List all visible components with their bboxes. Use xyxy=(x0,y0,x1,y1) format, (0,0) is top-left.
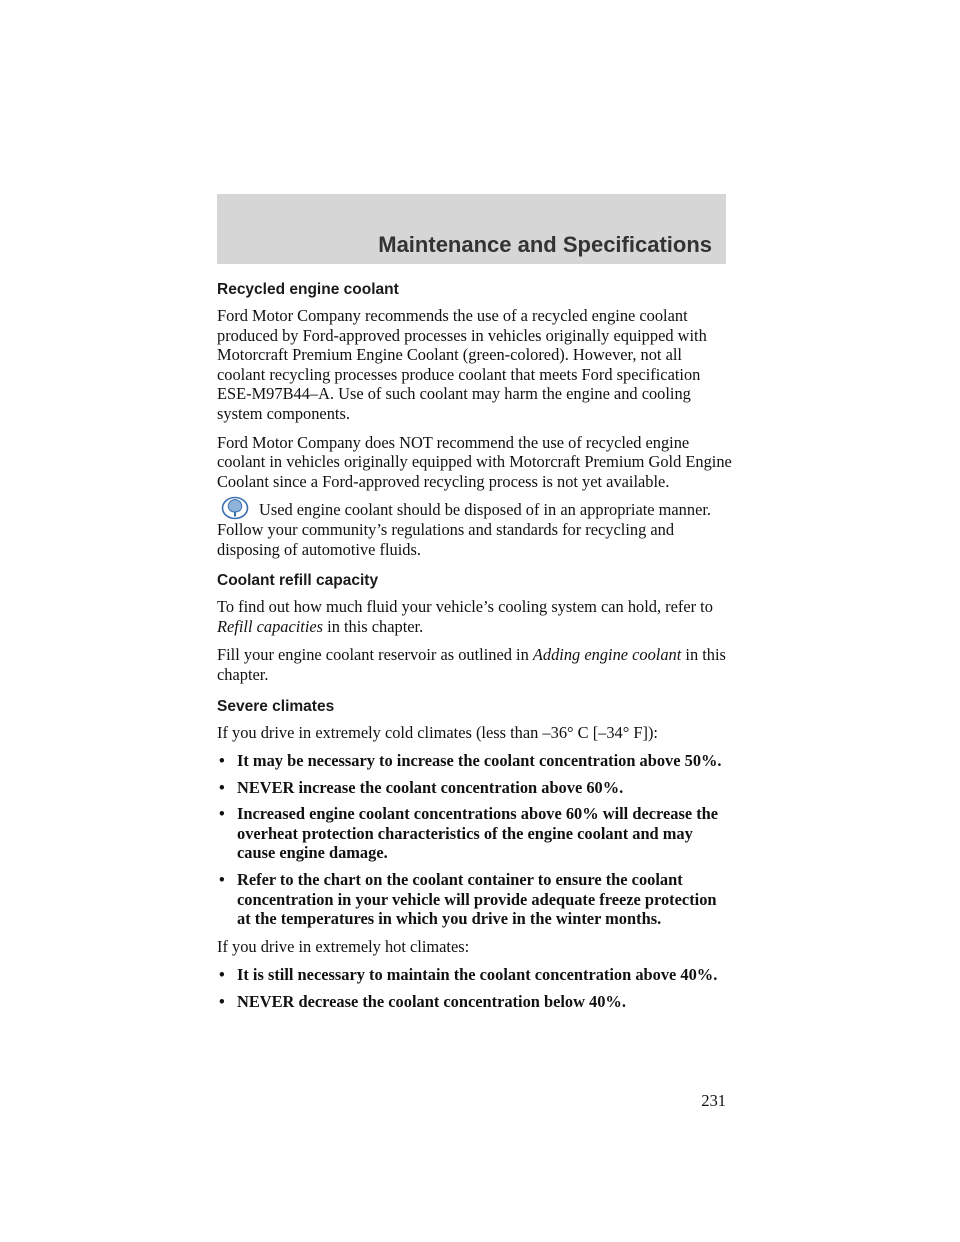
page-content xyxy=(217,280,732,1020)
list-item xyxy=(217,965,732,985)
fill-text-before: Fill your engine coolant reservoir as outlined in xyxy=(217,645,533,665)
list-item xyxy=(217,778,732,798)
list-item-text: NEVER decrease the coolant concentration below 40%. xyxy=(237,992,626,1012)
environment-note xyxy=(217,500,732,559)
list-item xyxy=(217,751,732,771)
environment-tree-icon xyxy=(221,496,249,520)
bullet-marker: • xyxy=(219,804,225,824)
adding-engine-coolant-reference: Adding engine coolant xyxy=(532,645,682,665)
list-item xyxy=(217,804,732,863)
fill-text-after: in this chapter. xyxy=(217,645,726,684)
cold-climate-bullets xyxy=(217,751,732,929)
section-title: Maintenance and Specifications xyxy=(378,232,712,257)
refill-text-after: in this chapter. xyxy=(323,616,424,636)
paragraph-refill-capacities xyxy=(217,597,732,636)
section-header-band xyxy=(217,194,726,264)
hot-climate-bullets xyxy=(217,965,732,1011)
list-item-text: Refer to the chart on the coolant container to ensure the coolant concentration in your vehicle will provide adequate freeze protection at the temperatures in which you drive in the winter months. xyxy=(237,870,717,929)
heading-coolant-refill-capacity: Coolant refill capacity xyxy=(217,572,379,590)
heading-recycled-engine-coolant: Recycled engine coolant xyxy=(217,281,399,298)
environment-note-text: Used engine coolant should be disposed of in an appropriate manner. Follow your community’s regulations and standards for recycling and disposing of automotive fluids. xyxy=(217,500,711,559)
paragraph-cold-climates-intro: If you drive in extremely cold climates (less than –36° C [–34° F]): xyxy=(217,722,658,742)
refill-capacities-reference: Refill capacities xyxy=(217,616,324,636)
list-item xyxy=(217,992,732,1012)
list-item xyxy=(217,870,732,929)
heading-severe-climates: Severe climates xyxy=(217,697,335,715)
bullet-marker: • xyxy=(219,870,225,890)
bullet-marker: • xyxy=(219,777,225,797)
list-item-text: It is still necessary to maintain the coolant concentration above 40%. xyxy=(237,965,718,985)
refill-text-before: To find out how much fluid your vehicle’s cooling system can hold, refer to xyxy=(217,597,713,617)
list-item-text: Increased engine coolant concentrations above 60% will decrease the overheat protection characteristics of the engine coolant and may cause engine damage. xyxy=(237,804,719,863)
bullet-marker: • xyxy=(219,992,225,1012)
list-item-text: NEVER increase the coolant concentration above 60%. xyxy=(237,777,624,797)
paragraph-recycled-recommendation: Ford Motor Company recommends the use of a recycled engine coolant produced by Ford-approved processes in vehicles originally equipped with Motorcraft Premium Engine Coolant (green-colored). However, not all coolant recycling processes produce coolant that meets Ford specification ESE-M97B44–A. Use of such coolant may harm the engine and cooling system components. xyxy=(217,306,707,423)
paragraph-hot-climates-intro: If you drive in extremely hot climates: xyxy=(217,936,470,956)
paragraph-fill-reservoir xyxy=(217,645,732,684)
list-item-text: It may be necessary to increase the coolant concentration above 50%. xyxy=(237,751,722,771)
bullet-marker: • xyxy=(219,965,225,985)
paragraph-recycled-not-recommended: Ford Motor Company does NOT recommend the use of recycled engine coolant in vehicles originally equipped with Motorcraft Premium Gold Engine Coolant since a Ford-approved recycling process is not yet available. xyxy=(217,432,732,491)
page-number: 231 xyxy=(701,1091,726,1110)
bullet-marker: • xyxy=(219,751,225,771)
